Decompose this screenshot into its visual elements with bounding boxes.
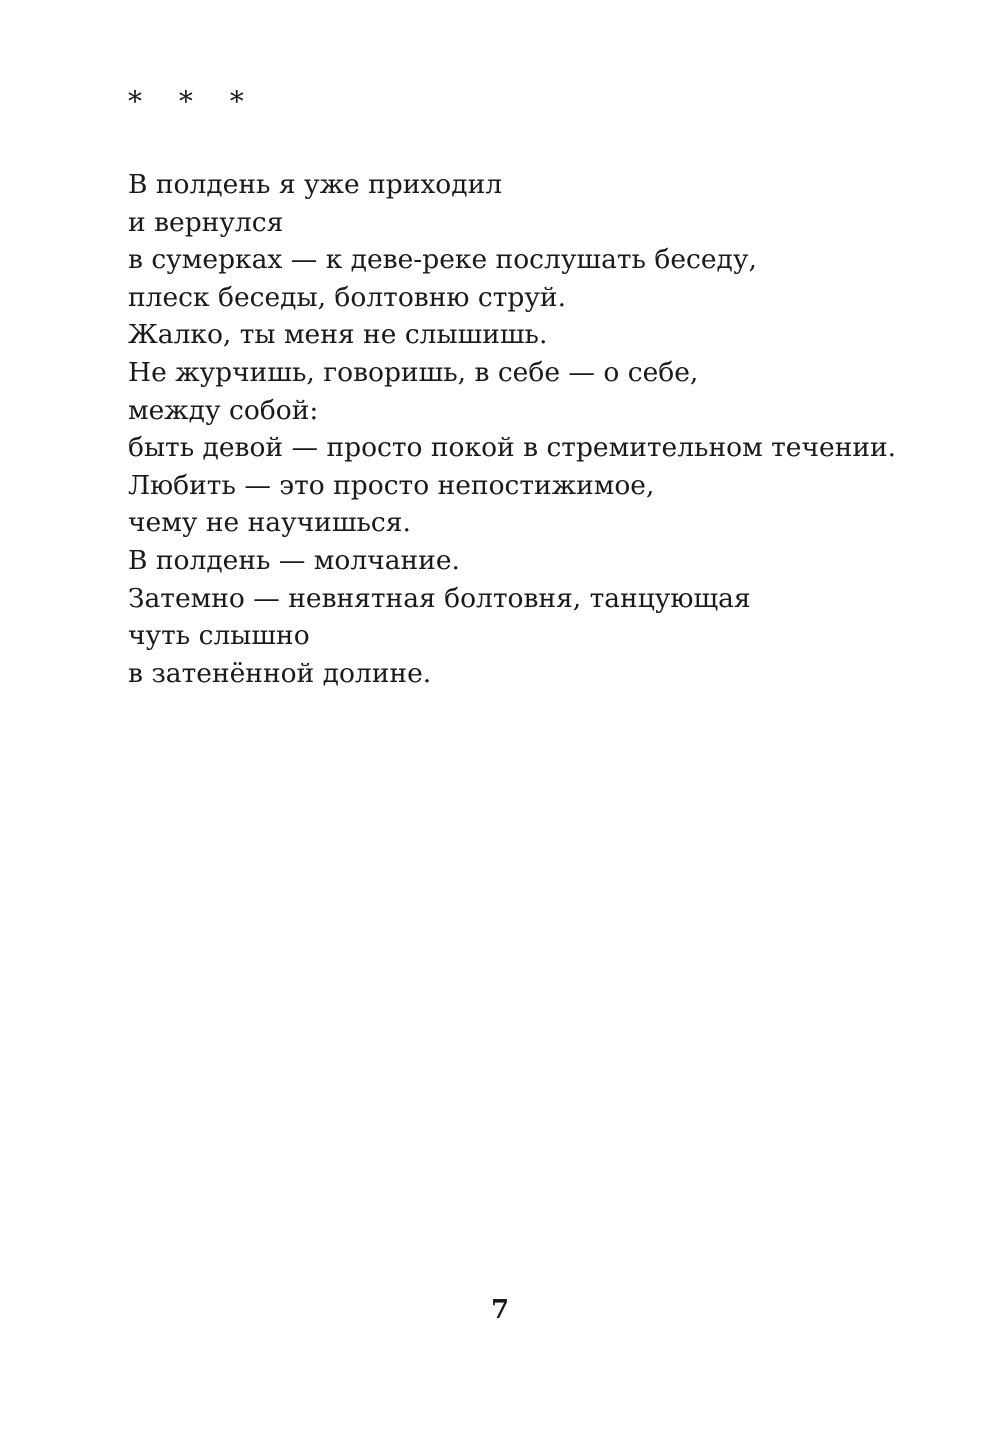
poem-line: В полдень — молчание.	[128, 544, 460, 576]
poem-line: В полдень я уже приходил	[128, 169, 503, 200]
poem-line: плеск беседы, болтовню струй.	[128, 281, 567, 313]
poem-line: в затенённой долине.	[128, 657, 432, 689]
section-separator: * * *	[128, 85, 258, 118]
poem-line: Любить — это просто непостижимое,	[128, 469, 655, 501]
poem-text	[128, 166, 988, 692]
poem-line: Не журчишь, говоришь, в себе — о себе,	[128, 356, 699, 388]
poem-line: чуть слышно	[128, 620, 310, 652]
poem-line: быть девой — просто покой в стремительном течении.	[128, 432, 897, 464]
poem-line: в сумерках — к деве-реке послушать беседу,	[128, 244, 757, 276]
page-number: 7	[490, 1295, 510, 1325]
poem-line: и вернулся	[128, 206, 284, 238]
poem-line: Затемно — невнятная болтовня, танцующая	[128, 582, 751, 614]
poem-line: между собой:	[128, 394, 319, 426]
poem-line: чему не научишься.	[128, 507, 411, 539]
poem-line: Жалко, ты меня не слышишь.	[128, 319, 548, 351]
